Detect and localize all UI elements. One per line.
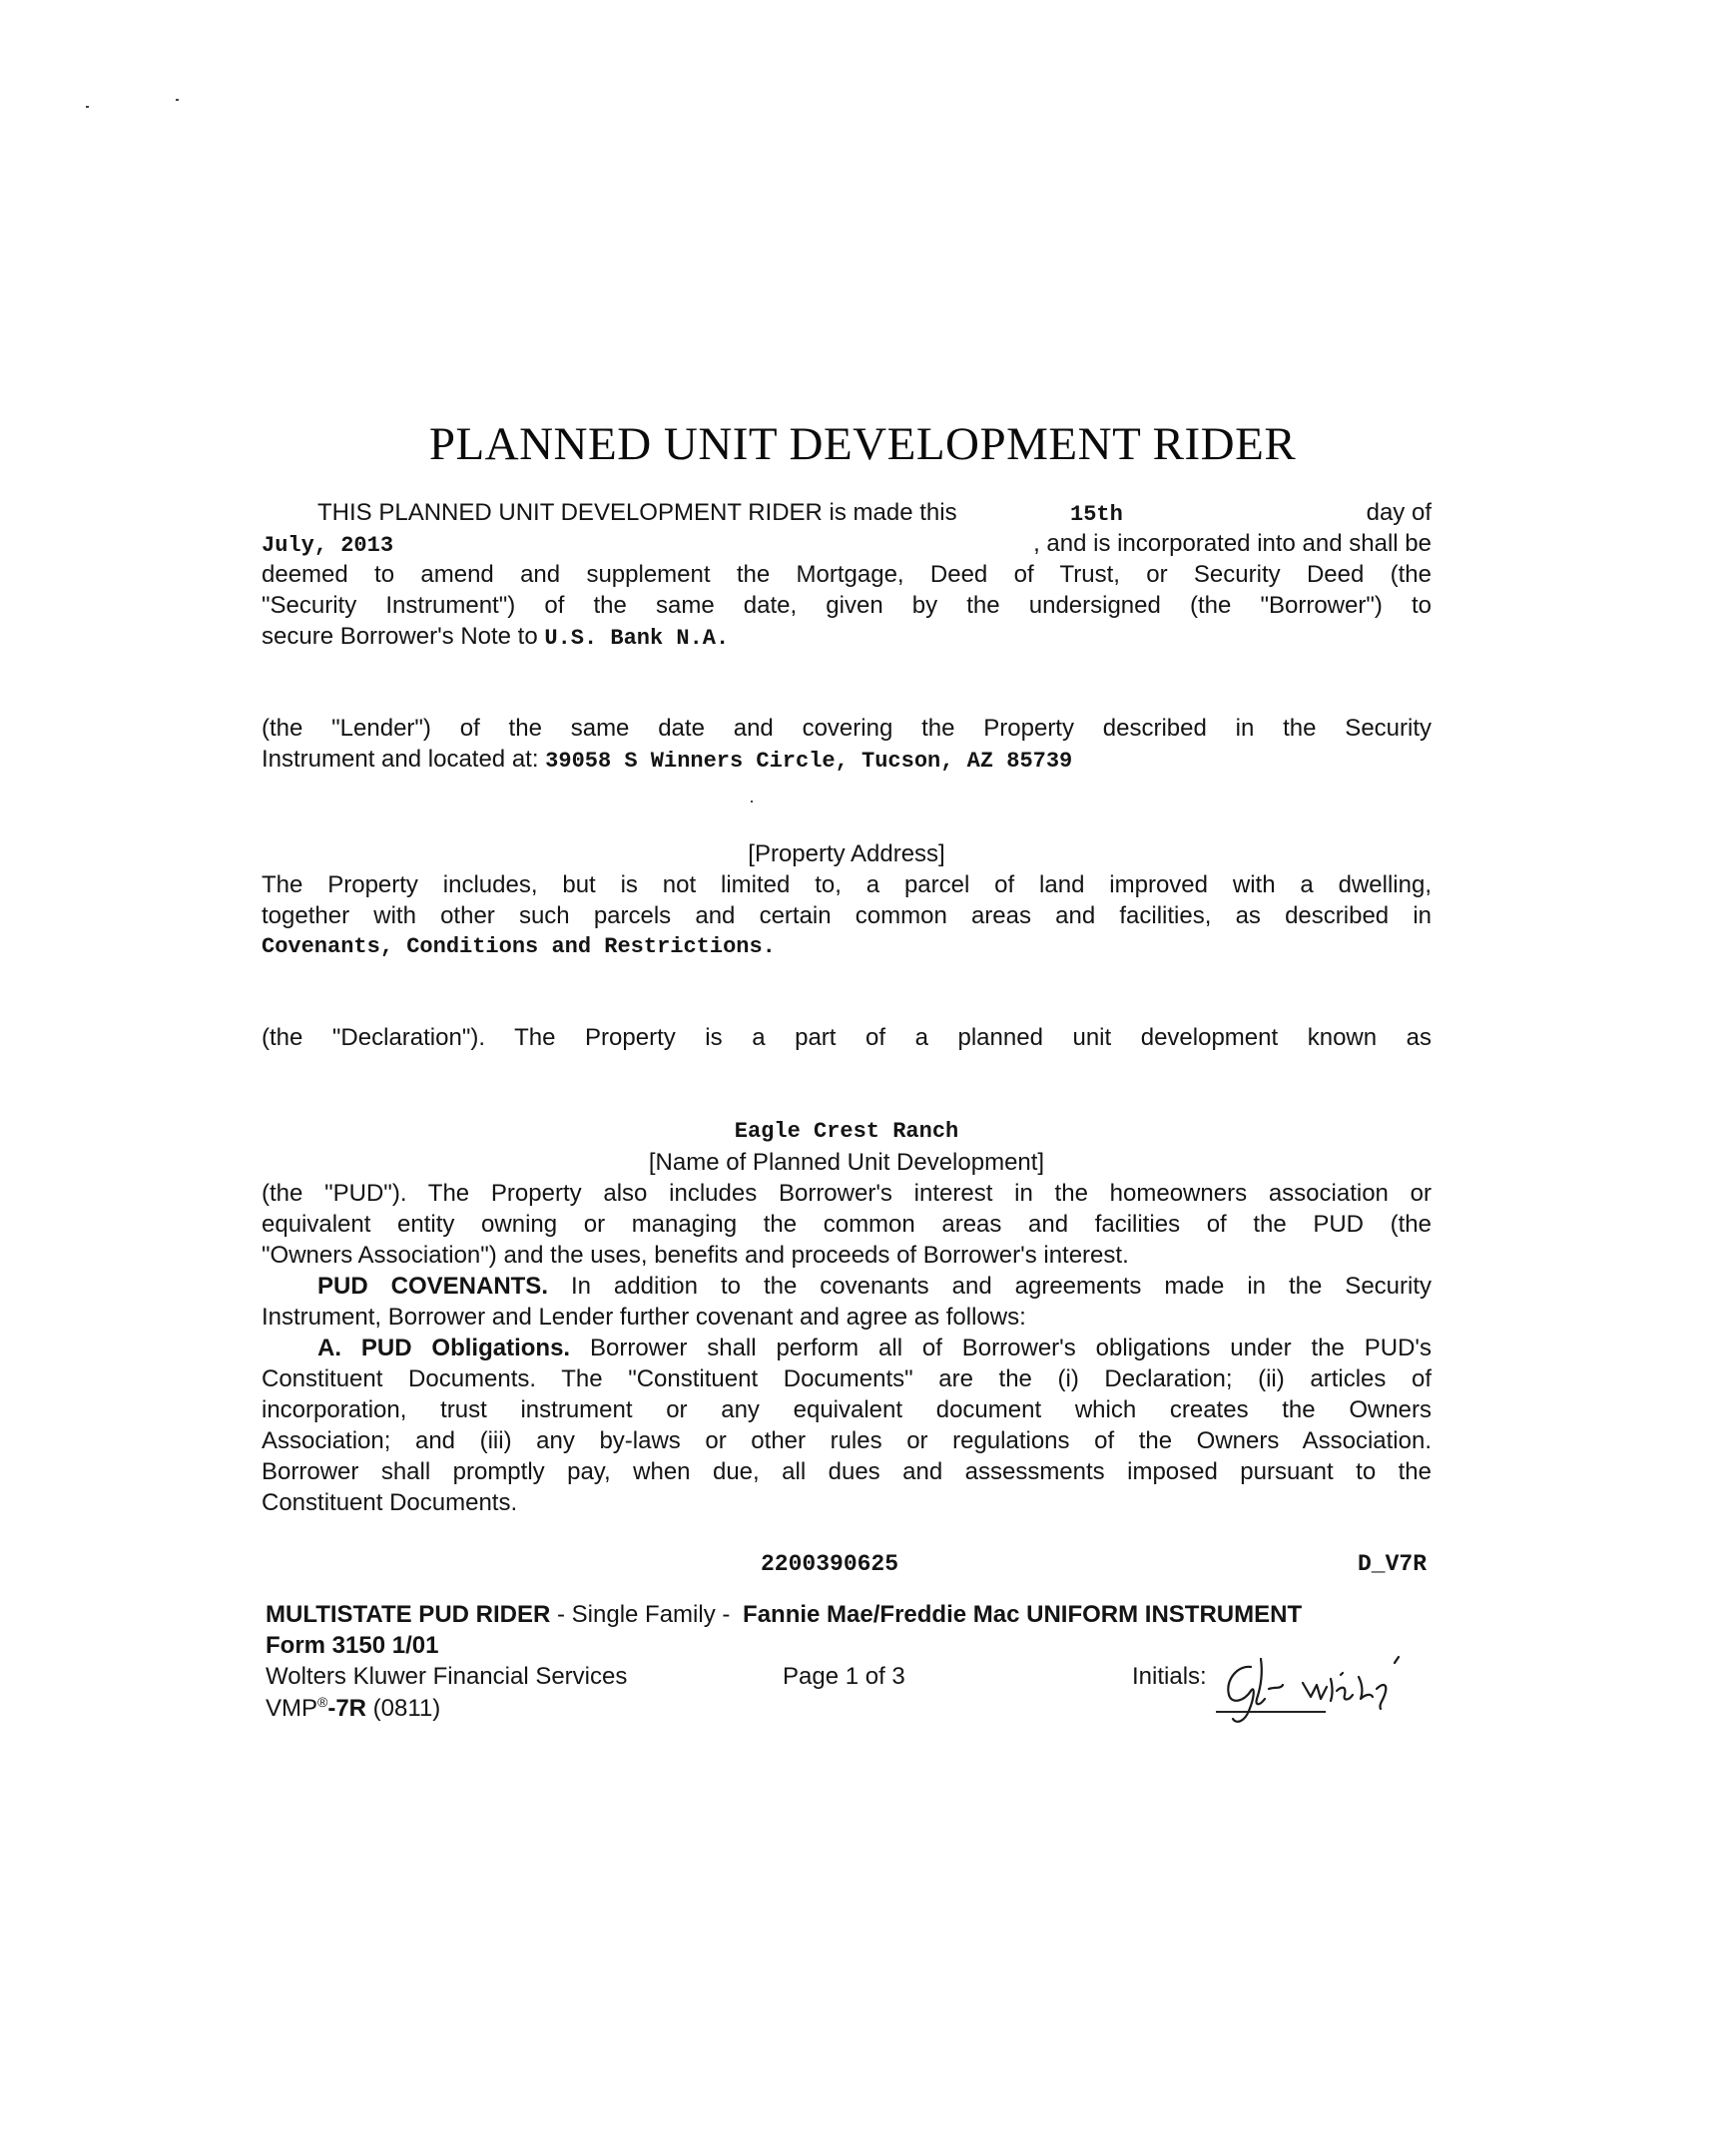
scan-speck xyxy=(176,99,179,101)
section-a-line-6: Constituent Documents. xyxy=(262,1489,518,1516)
intro-paragraph xyxy=(262,497,1432,654)
pud-name: Eagle Crest Ranch xyxy=(734,1119,959,1144)
loan-number: 2200390625 xyxy=(761,1551,899,1577)
lender-line-2: Instrument and located at: xyxy=(262,746,539,773)
publisher: Wolters Kluwer Financial Services xyxy=(266,1663,628,1690)
intro-line-5: secure Borrower's Note to xyxy=(262,623,538,650)
vmp-code-bold: -7R xyxy=(327,1695,367,1722)
lender-line-1: (the "Lender") of the same date and covering the Property described in the Security xyxy=(262,715,1432,742)
pud-line-1: (the "PUD"). The Property also includes Borrower's interest in the homeowners association or xyxy=(262,1180,1432,1207)
page-number: Page 1 of 3 xyxy=(783,1663,905,1690)
scan-speck xyxy=(751,801,753,803)
pud-paragraph xyxy=(262,1178,1432,1518)
property-line-2: together with other such parcels and certain common areas and facilities, as described in xyxy=(262,902,1432,929)
section-a-line-1: Borrower shall perform all of Borrower's obligations under the PUD's xyxy=(589,1335,1432,1361)
vmp-code xyxy=(266,1694,440,1723)
property-address-label: [Property Address] xyxy=(748,840,945,867)
pud-name-label: [Name of Planned Unit Development] xyxy=(648,1149,1045,1176)
scan-speck xyxy=(86,106,89,108)
covenants-line-1: In addition to the covenants and agreements made in the Security xyxy=(570,1273,1433,1300)
section-a-heading: A. PUD Obligations. xyxy=(317,1335,571,1361)
form-title xyxy=(266,1601,1302,1629)
intro-line-4: "Security Instrument") of the same date, given by the undersigned (the "Borrower") to xyxy=(262,592,1432,619)
section-a-line-5: Borrower shall promptly pay, when due, all dues and assessments imposed pursuant to the xyxy=(262,1458,1432,1485)
incorporated-text: , and is incorporated into and shall be xyxy=(1033,530,1432,557)
form-title-bold: MULTISTATE PUD RIDER xyxy=(266,1601,551,1628)
section-a-line-4: Association; and (iii) any by-laws or other rules or regulations of the Owners Association. xyxy=(262,1427,1432,1454)
section-a-line-2: Constituent Documents. The "Constituent Documents" are the (i) Declaration; (ii) articles of xyxy=(262,1365,1432,1392)
day-of-label: day of xyxy=(1366,499,1432,526)
property-line-1: The Property includes, but is not limited to, a parcel of land improved with a dwelling, xyxy=(262,871,1432,898)
pud-line-3: "Owners Association") and the uses, benefits and proceeds of Borrower's interest. xyxy=(262,1242,1129,1269)
intro-line-3: deemed to amend and supplement the Mortgage, Deed of Trust, or Security Deed (the xyxy=(262,561,1432,588)
day-value: 15th xyxy=(1070,502,1123,527)
property-address-value: 39058 S Winners Circle, Tucson, AZ 85739 xyxy=(545,749,1073,774)
lender-name: U.S. Bank N.A. xyxy=(544,626,730,651)
vmp-prefix: VMP xyxy=(266,1695,318,1722)
form-number: Form 3150 1/01 xyxy=(266,1632,439,1659)
form-title-end: Fannie Mae/Freddie Mac UNIFORM INSTRUMENT xyxy=(743,1601,1303,1628)
handwritten-initials xyxy=(1211,1649,1440,1729)
document-title: PLANNED UNIT DEVELOPMENT RIDER xyxy=(428,418,1297,470)
vmp-suffix: (0811) xyxy=(366,1695,441,1722)
declaration-name: Covenants, Conditions and Restrictions. xyxy=(262,934,776,959)
lender-paragraph xyxy=(262,713,1432,777)
covenants-heading: PUD COVENANTS. xyxy=(317,1273,548,1300)
form-title-mid: - Single Family - xyxy=(557,1601,731,1628)
vmp-reg: ® xyxy=(317,1694,328,1710)
declaration-line: (the "Declaration"). The Property is a part of a planned unit development known as xyxy=(262,1024,1432,1051)
property-paragraph xyxy=(262,869,1432,962)
covenants-line-2: Instrument, Borrower and Lender further covenant and agree as follows: xyxy=(262,1304,1026,1331)
pud-line-2: equivalent entity owning or managing the common areas and facilities of the PUD (the xyxy=(262,1211,1432,1238)
date-value: July, 2013 xyxy=(262,533,394,558)
form-code: D_V7R xyxy=(1358,1551,1428,1577)
section-a-line-3: incorporation, trust instrument or any equivalent document which creates the Owners xyxy=(262,1396,1432,1423)
initials-label: Initials: xyxy=(1132,1663,1207,1690)
intro-lead: THIS PLANNED UNIT DEVELOPMENT RIDER is made this xyxy=(317,499,957,526)
